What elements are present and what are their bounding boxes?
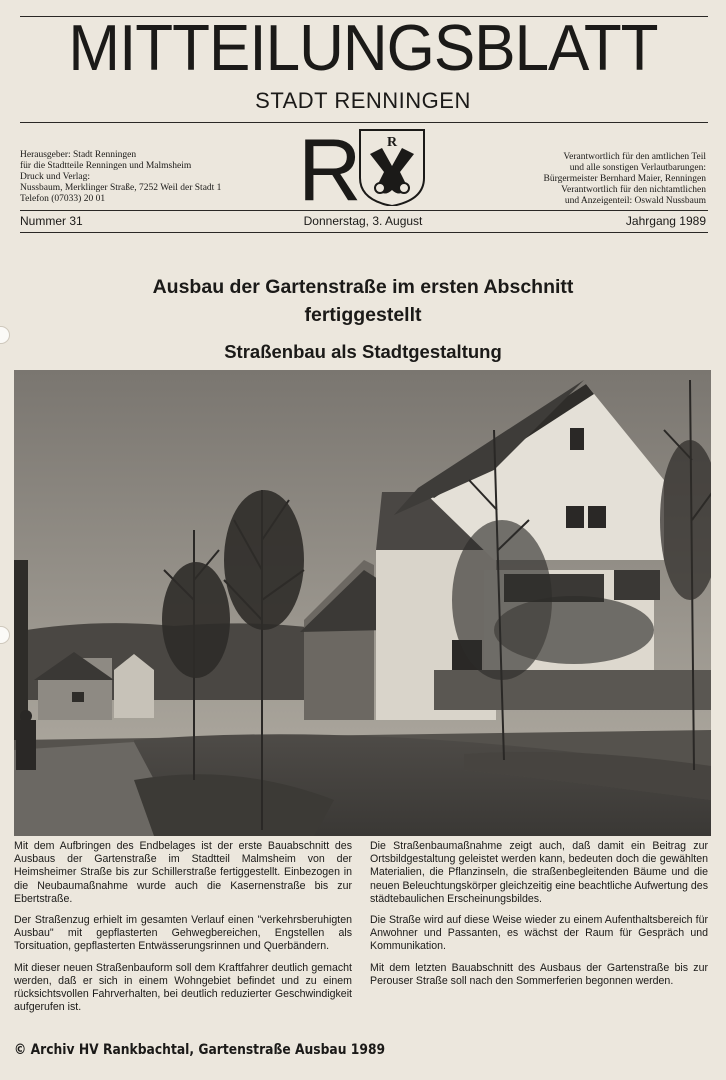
- publisher-line: Nussbaum, Merklinger Straße, 7252 Weil der Stadt 1: [20, 183, 222, 193]
- city-logo: [296, 126, 428, 206]
- article-paragraph: Mit dieser neuen Straßenbauform soll dem Kraftfahrer deutlich gemacht werden, daß er sich in einem Wohngebiet befindet und zu einem rücksichtsvollen Fahrverhalten, bei deutlich reduzierter Geschwindigkeit aufgerufen ist.: [14, 961, 352, 1014]
- masthead-title: MITTEILUNGSBLATT: [68, 12, 658, 85]
- publisher-line: für die Stadtteile Renningen und Malmsheim: [20, 161, 192, 171]
- publisher-line: und Anzeigenteil: Oswald Nussbaum: [564, 196, 706, 206]
- headline-line-2: fertiggestellt: [304, 304, 422, 326]
- crest-letter: R: [386, 135, 398, 150]
- article-paragraph: Die Straßenbaumaßnahme zeigt auch, daß damit ein Beitrag zur Ortsbildgestaltung geleistet werden kann, bedeuten doch die gewählten Materialien, die Pflanzinseln, die straßenbegleitenden Bäume und die neuen Beleuchtungskörper gleichzeitig eine beachtliche Aufwertung des städtebaulichen Erscheinungsbildes.: [370, 840, 708, 905]
- headline-line-1: Ausbau der Gartenstraße im ersten Abschnitt: [152, 276, 574, 298]
- article-paragraph: Mit dem Aufbringen des Endbelages ist der erste Bauabschnitt des Ausbaus der Gartenstraße im Stadtteil Malmsheim von der Heimsheimer Straße bis zur Schillerstraße fertiggestellt. Einbezogen in die Neubaumaßnahme wurde auch die Kasernenstraße bis zur Ebertstraße.: [14, 840, 352, 905]
- publisher-line: Druck und Verlag:: [20, 172, 91, 182]
- article-column-left: [14, 840, 352, 1022]
- issue-bottom-rule: [20, 232, 708, 233]
- publisher-line: Verantwortlich für den amtlichen Teil: [563, 152, 706, 162]
- publisher-info-left: [20, 150, 250, 205]
- archive-credit: © Archiv HV Rankbachtal, Gartenstraße Ausbau 1989: [14, 1042, 386, 1058]
- publisher-line: Herausgeber: Stadt Renningen: [20, 150, 137, 160]
- crest-icon: [360, 130, 424, 206]
- street-photo: [14, 370, 711, 836]
- issue-volume: Jahrgang 1989: [625, 214, 706, 228]
- article-paragraph: Der Straßenzug erhielt im gesamten Verlauf einen "verkehrsberuhigten Ausbau" mit gepflasterten Gehwegbereichen, Engstellen als Torsituation, gepflasterten Entwässerungsrinnen und Querbändern.: [14, 914, 352, 953]
- article-paragraph: Mit dem letzten Bauabschnitt des Ausbaus der Gartenstraße bis zur Perouser Straße soll nach den Sommerferien begonnen werden.: [370, 961, 708, 987]
- article-paragraph: Die Straße wird auf diese Weise wieder zu einem Aufenthaltsbereich für Anwohner und Passanten, es wächst der Raum für Gespräch und Kommunikation.: [370, 914, 708, 953]
- issue-top-rule: [20, 210, 708, 211]
- subheadline: Straßenbau als Stadtgestaltung: [224, 341, 502, 362]
- publisher-line: Verantwortlich für den nichtamtlichen: [561, 185, 706, 195]
- issue-date: Donnerstag, 3. August: [303, 214, 423, 228]
- publisher-line: Telefon (07033) 20 01: [20, 194, 106, 204]
- publisher-info-right: [476, 152, 706, 207]
- masthead-bottom-rule: [20, 122, 708, 123]
- masthead-subtitle: STADT RENNINGEN: [255, 88, 471, 113]
- logo-letter: R: [298, 126, 362, 206]
- publisher-line: Bürgermeister Bernhard Maier, Renningen: [543, 174, 706, 184]
- punch-hole-top: [0, 326, 10, 344]
- article-column-right: [370, 840, 708, 996]
- issue-number: Nummer 31: [20, 214, 83, 228]
- punch-hole-bottom: [0, 626, 10, 644]
- publisher-line: und alle sonstigen Verlautbarungen:: [569, 163, 706, 173]
